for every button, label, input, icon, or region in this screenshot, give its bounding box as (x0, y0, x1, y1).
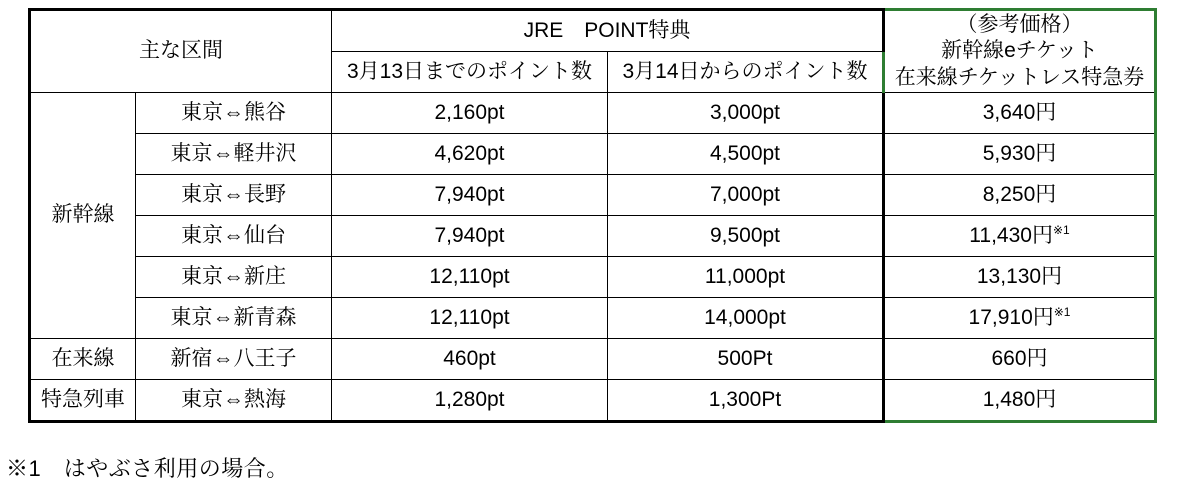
row-points-before: 12,110pt (332, 257, 608, 298)
header-reference-price-line2: 新幹線eチケット (941, 39, 1098, 63)
row-reference-price (884, 134, 1156, 175)
row-section: 新宿⇔八王子 (136, 339, 332, 380)
row-points-before: 460pt (332, 339, 608, 380)
row-points-before: 7,940pt (332, 175, 608, 216)
table-row (30, 257, 1156, 298)
table-header (30, 10, 1156, 93)
row-price-note: ※1 (1052, 222, 1070, 237)
row-points-before: 2,160pt (332, 93, 608, 134)
jre-point-table (28, 8, 1157, 423)
row-reference-price (884, 339, 1156, 380)
footnote-text: ※1 はやぶさ利用の場合。 (6, 456, 289, 481)
row-reference-price (884, 216, 1156, 257)
table-row (30, 175, 1156, 216)
row-points-after: 4,500pt (608, 134, 884, 175)
table-row (30, 380, 1156, 422)
row-points-after: 3,000pt (608, 93, 884, 134)
row-section: 東京⇔熱海 (136, 380, 332, 422)
row-reference-price (884, 175, 1156, 216)
header-reference-price (884, 10, 1156, 93)
row-price-value: 13,130円 (976, 264, 1063, 288)
table-row (30, 216, 1156, 257)
row-price-value: 5,930円 (982, 141, 1057, 165)
row-price-value: 660円 (991, 346, 1048, 370)
row-reference-price (884, 380, 1156, 422)
header-points-group: JRE POINT特典 (332, 10, 884, 52)
table-row (30, 93, 1156, 134)
points-table-container (28, 8, 1156, 423)
row-reference-price (884, 257, 1156, 298)
row-points-before: 1,280pt (332, 380, 608, 422)
group-label-shinkansen: 新幹線 (30, 93, 136, 339)
table-row (30, 298, 1156, 339)
row-section: 東京⇔軽井沢 (136, 134, 332, 175)
row-reference-price (884, 93, 1156, 134)
row-price-value: 11,430円 (969, 223, 1053, 247)
row-price-note: ※1 (1053, 304, 1071, 319)
row-section: 東京⇔新青森 (136, 298, 332, 339)
row-points-before: 12,110pt (332, 298, 608, 339)
row-points-after: 1,300Pt (608, 380, 884, 422)
group-label-zairaisen-line1: 在来線 (30, 339, 136, 380)
header-reference-price-line3: 在来線チケットレス特急券 (894, 65, 1145, 89)
row-points-after: 7,000pt (608, 175, 884, 216)
header-main-section: 主な区間 (30, 10, 332, 93)
row-points-after: 11,000pt (608, 257, 884, 298)
row-price-value: 8,250円 (982, 182, 1057, 206)
row-points-before: 4,620pt (332, 134, 608, 175)
table-row (30, 134, 1156, 175)
header-reference-price-line1: （参考価格） (956, 13, 1083, 37)
row-section: 東京⇔新庄 (136, 257, 332, 298)
row-section: 東京⇔熊谷 (136, 93, 332, 134)
row-points-after: 14,000pt (608, 298, 884, 339)
row-section: 東京⇔長野 (136, 175, 332, 216)
table-row (30, 339, 1156, 380)
row-price-value: 1,480円 (982, 387, 1057, 411)
row-reference-price (884, 298, 1156, 339)
header-row-1 (30, 10, 1156, 52)
row-section: 東京⇔仙台 (136, 216, 332, 257)
row-price-value: 17,910円 (968, 305, 1054, 329)
row-points-before: 7,940pt (332, 216, 608, 257)
row-points-after: 9,500pt (608, 216, 884, 257)
table-body (30, 93, 1156, 422)
header-points-after: 3月14日からのポイント数 (608, 52, 884, 93)
group-label-zairaisen-line2: 特急列車 (30, 380, 136, 422)
row-points-after: 500Pt (608, 339, 884, 380)
row-price-value: 3,640円 (982, 100, 1057, 124)
header-points-before: 3月13日までのポイント数 (332, 52, 608, 93)
